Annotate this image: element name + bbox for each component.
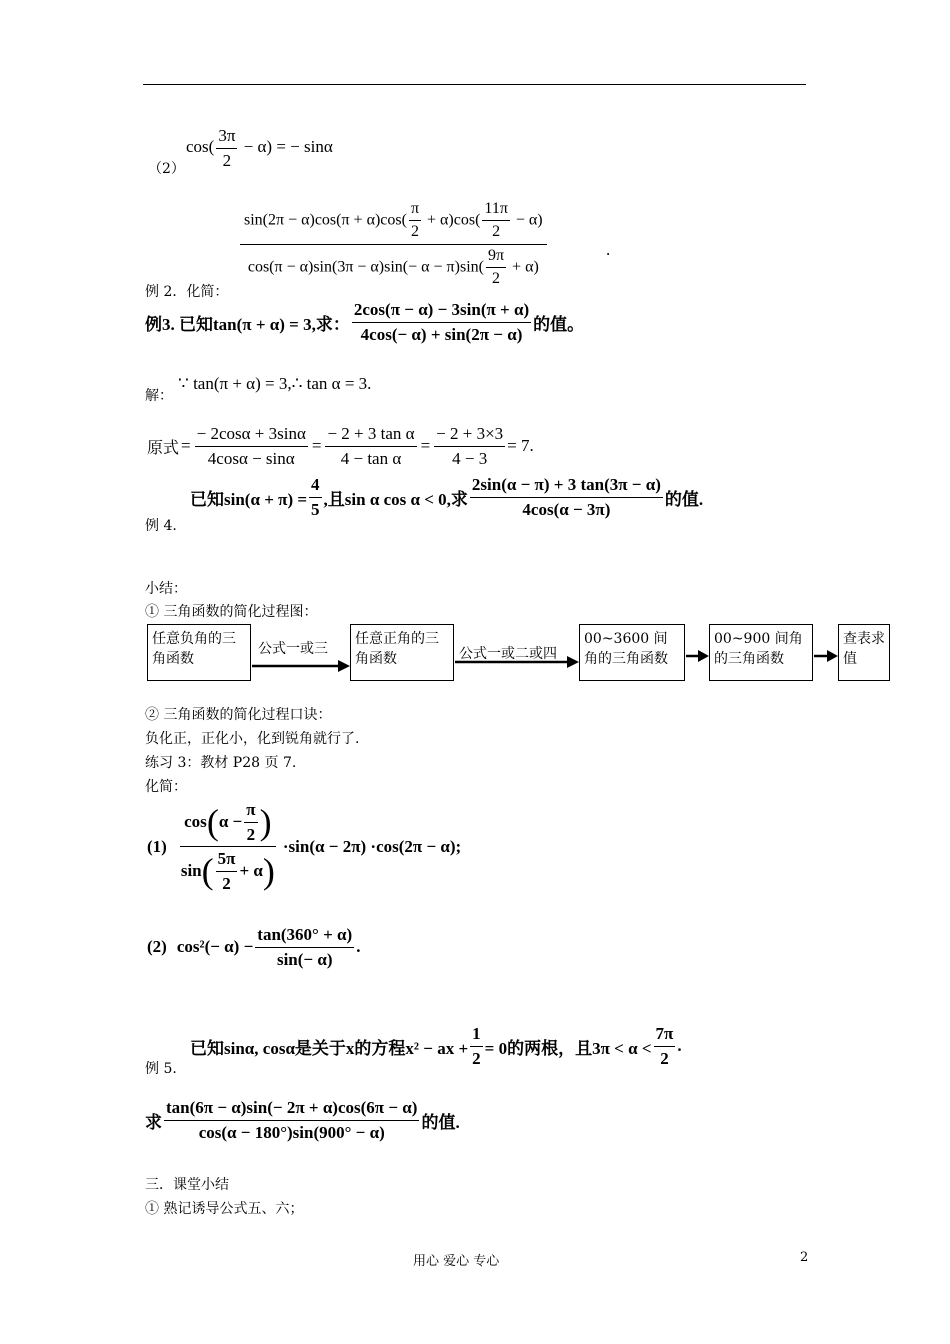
flow-arrow-3 [686,650,709,662]
ex3-suffix: 的值。 [533,314,585,334]
ex2-numerator: sin(2π − α)cos(π + α)cos( $\frac{\pi}{2}$ + α)cos( $\frac{11\pi}{2}$ − α) [240,200,547,245]
solution-label: 解： [145,388,173,404]
ex3-denominator: 4cos(− α) + sin(2π − α) [360,324,523,344]
flow-box-positive-angle: 任意正角的三角函数 [350,624,454,681]
solution-line2: 原式 = $\frac{- 2\cos\alpha + 3\sin\alpha}{4\cos\alpha - \sin\alpha}$ = $\frac{\text{− 2 + 3 tan α}}{\text{4 − tan α}}$ = $\frac{- 2 + 3\times 3}{4 - 3}$ = 7. [147,424,534,468]
summary-item1: ① 三角函数的简化过程图： [145,604,318,620]
mnemonic: 负化正，正化小，化到锐角就行了. [145,731,360,747]
flow-box-0-360: 00~3600 间角的三角函数 [579,624,685,681]
ex5-question: 求 $\frac{\tan(6\pi - \alpha)\sin(- 2\pi + \alpha)\cos(6\pi - \alpha)}{\cos(\alpha - 180^\circ)\sin(900^\circ - \alpha)}$ 的值. [145,1098,460,1142]
ex5-line: 已知sinα, cosα是关于x的方程x² − ax + $\frac{1}{2}$ = 0的两根，且3π < α < $\frac{7\pi}{2}$ . [190,1024,682,1068]
ex4-line: 已知sin(α + π) = $\frac{4}{5}$ ,且sin α cos α < 0,求 $\frac{2\sin(\alpha - \pi) + 3 \tan(3\pi - \alpha)}{4\cos(\alpha - 3\pi)}$ 的值. [190,475,704,519]
practice3: 练习 3：教材 P28 页 7. [145,755,297,771]
ex2-label: 例 2．化简： [145,284,229,300]
ex3-prefix: 例3. 已知tan(π + α) = 3,求： [145,314,350,334]
flow-arrow-2 [455,656,579,668]
solution-origin: 原式 [147,439,180,457]
part2-label: （2） [148,161,185,177]
ex3-numerator: 2cos(π − α) − 3sin(π + α) [352,300,531,323]
ex5-label: 例 5. [145,1061,177,1077]
ex4-label: 例 4. [145,518,177,534]
section3-title: 三．课堂小结 [145,1177,229,1193]
section3-item1: ① 熟记诱导公式五、六； [145,1201,304,1217]
summary-label: 小结： [145,581,187,597]
summary-item2: ② 三角函数的简化过程口诀： [145,707,332,723]
flow-arrow-4 [814,650,838,662]
page-number: 2 [800,1250,809,1265]
ex2-dot: . [606,240,611,259]
solution-line1: ∵ tan(π + α) = 3,∴ tan α = 3. [178,374,372,393]
flow-arrow2-label: 公式一或二或四 [459,646,557,662]
footer-center: 用心 爱心 专心 [413,1254,500,1269]
simplify-label: 化简： [145,779,187,795]
part2-formula: cos( $\frac{3\pi}{2}$ − α) = − sinα [186,126,333,170]
solution-result: = 7. [507,436,534,456]
flow-arrow1-label: 公式一或三 [258,641,328,657]
problem-2: (2) cos²(− α) − $\frac{\tan(360^\circ + \alpha)}{\sin(- \alpha)}$ . [147,925,361,969]
flow-box-0-90: 00~900 间角的三角函数 [709,624,813,681]
flow-box-lookup: 查表求值 [838,624,890,681]
problem-1: (1) cos ( α − $\frac{\pi}{2}$ ) sin ( $\frac{5\pi}{2}$ + α ) ·sin(α − 2π) ·cos(2π − α); [147,800,462,893]
ex2-denominator: cos(π − α)sin(3π − α)sin(− α − π)sin( $\frac{9\pi}{2}$ + α) [247,246,539,288]
flow-arrow-1 [252,660,350,672]
flow-box-negative-angle: 任意负角的三角函数 [147,624,251,681]
